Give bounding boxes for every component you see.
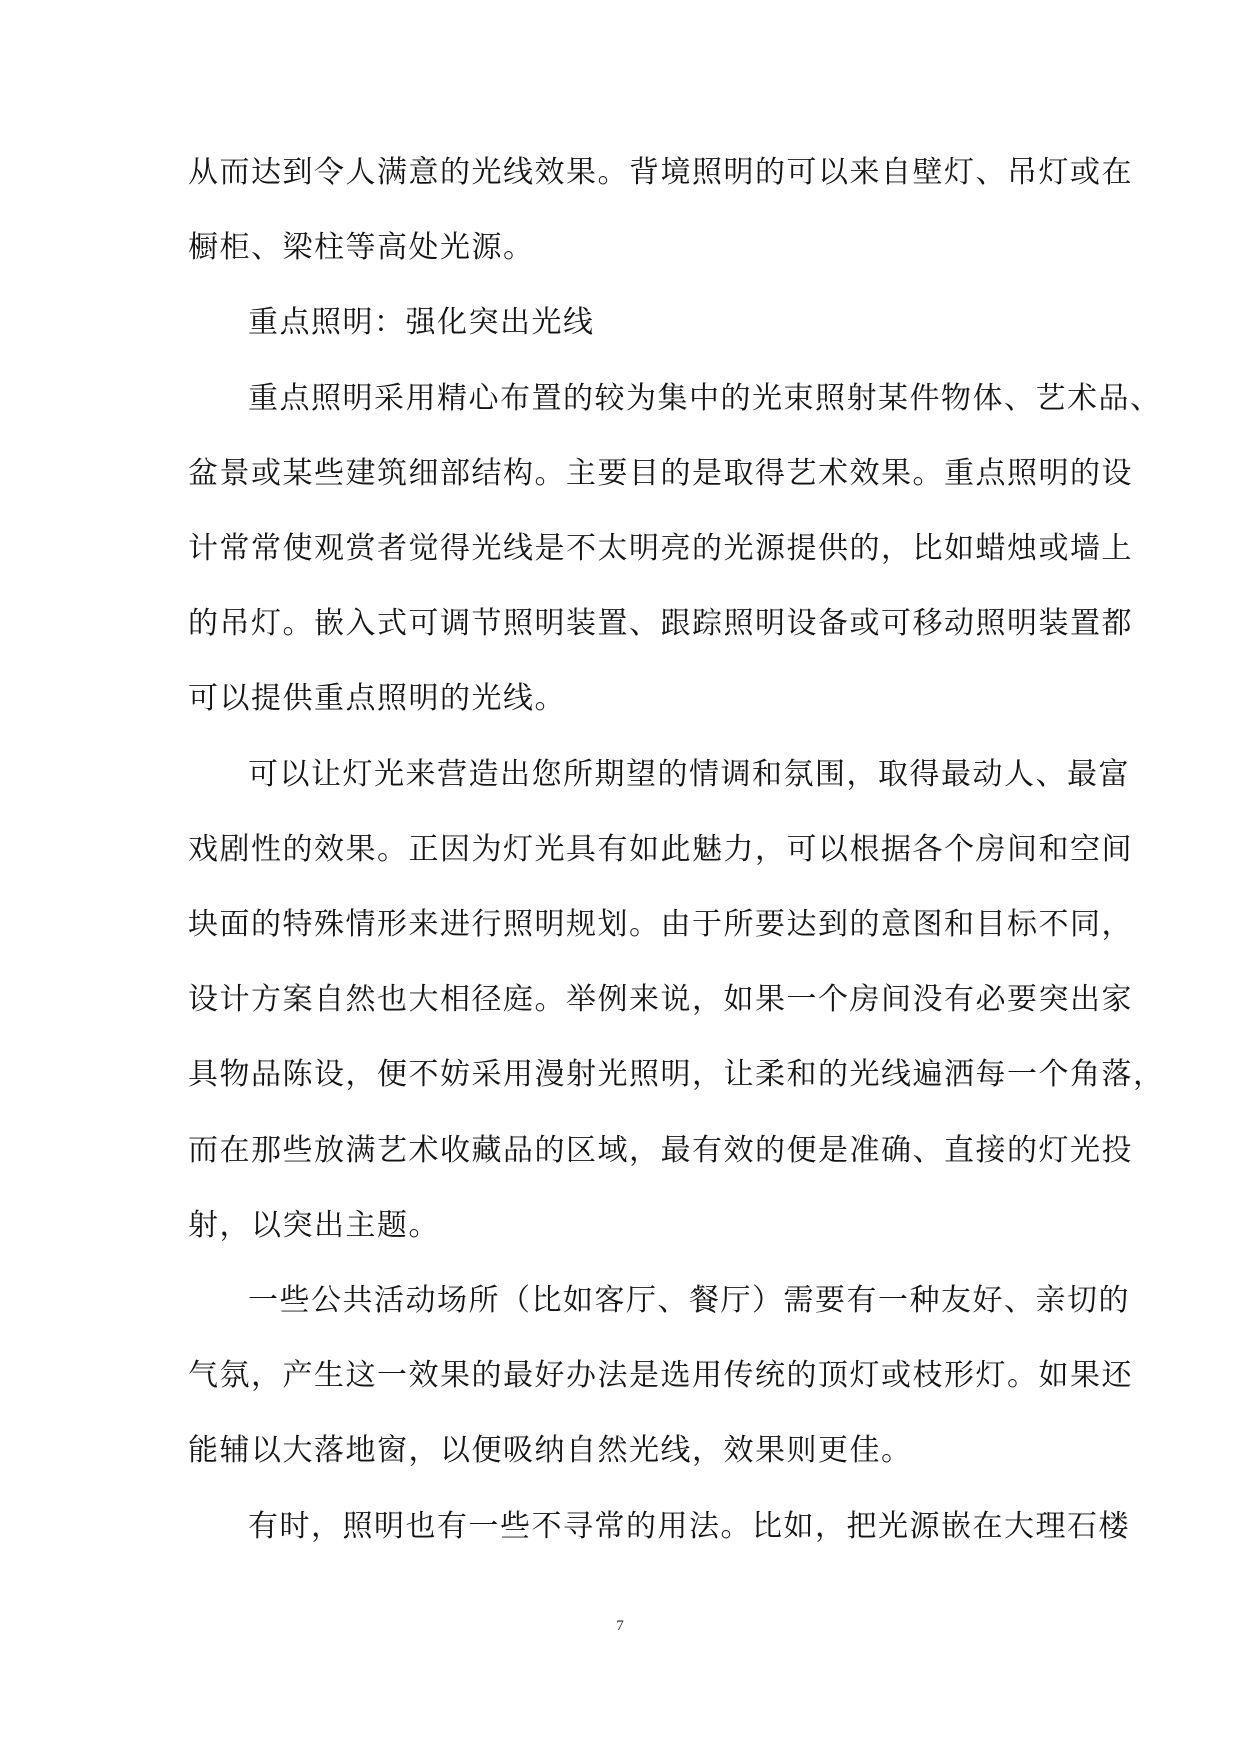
text-line: 的吊灯。嵌入式可调节照明装置、跟踪照明设备或可移动照明装置都 xyxy=(188,606,1133,641)
page-number: 7 xyxy=(616,1618,624,1634)
text-line: 可以提供重点照明的光线。 xyxy=(188,681,566,716)
text-line: 计常常使观赏者觉得光线是不太明亮的光源提供的，比如蜡烛或墙上 xyxy=(188,531,1133,566)
text-line: 重点照明采用精心布置的较为集中的光束照射某件物体、艺术品、 xyxy=(248,381,1162,416)
text-line: 戏剧性的效果。正因为灯光具有如此魅力，可以根据各个房间和空间 xyxy=(188,832,1133,867)
text-line: 块面的特殊情形来进行照明规划。由于所要达到的意图和目标不同， xyxy=(188,907,1133,942)
section-heading: 重点照明：强化突出光线 xyxy=(248,305,595,340)
text-line: 盆景或某些建筑细部结构。主要目的是取得艺术效果。重点照明的设 xyxy=(188,456,1133,491)
text-line: 射，以突出主题。 xyxy=(188,1208,440,1243)
text-line: 从而达到令人满意的光线效果。背境照明的可以来自壁灯、吊灯或在 xyxy=(188,155,1133,190)
text-line: 有时，照明也有一些不寻常的用法。比如，把光源嵌在大理石楼 xyxy=(248,1509,1130,1544)
text-line: 能辅以大落地窗，以便吸纳自然光线，效果则更佳。 xyxy=(188,1433,913,1468)
text-line: 具物品陈设，便不妨采用漫射光照明，让柔和的光线遍洒每一个角落， xyxy=(188,1057,1165,1092)
text-line: 而在那些放满艺术收藏品的区域，最有效的便是准确、直接的灯光投 xyxy=(188,1133,1133,1168)
text-line: 可以让灯光来营造出您所期望的情调和氛围，取得最动人、最富 xyxy=(248,757,1130,792)
text-line: 气氛，产生这一效果的最好办法是选用传统的顶灯或枝形灯。如果还 xyxy=(188,1358,1133,1393)
text-line: 一些公共活动场所（比如客厅、餐厅）需要有一种友好、亲切的 xyxy=(248,1283,1130,1318)
text-line: 设计方案自然也大相径庭。举例来说，如果一个房间没有必要突出家 xyxy=(188,982,1133,1017)
text-line: 橱柜、梁柱等高处光源。 xyxy=(188,230,535,265)
